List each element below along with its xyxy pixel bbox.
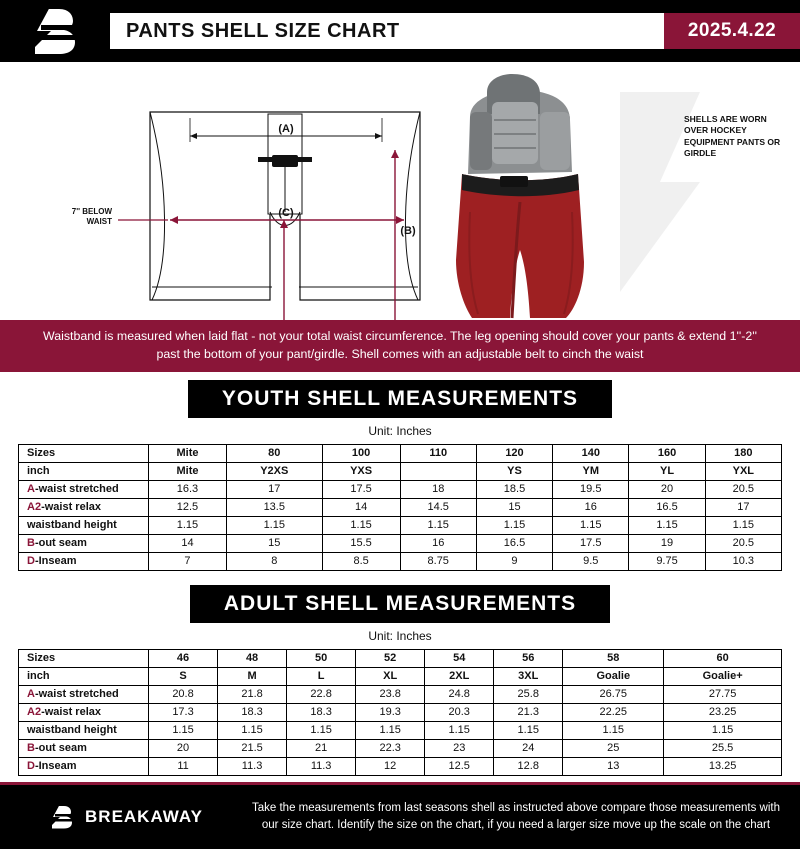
table-row — [19, 480, 782, 498]
table-cell: 1.15 — [356, 721, 425, 739]
table-cell: 14 — [322, 498, 400, 516]
table-cell: 8.75 — [400, 552, 476, 570]
youth-table-wrap — [0, 444, 800, 577]
table-cell: 17 — [226, 480, 322, 498]
table-row — [19, 685, 782, 703]
measurement-key: A2 — [27, 501, 42, 514]
table-cell: 25 — [563, 739, 664, 757]
adult-unit-row — [0, 625, 800, 649]
table-row — [19, 739, 782, 757]
table-cell: 16.5 — [476, 534, 552, 552]
table-cell: 12.5 — [149, 498, 227, 516]
table-cell: 1.15 — [226, 516, 322, 534]
table-cell: 14.5 — [400, 498, 476, 516]
table-cell: 1.15 — [664, 721, 782, 739]
table-row — [19, 667, 782, 685]
table-cell: 7 — [149, 552, 227, 570]
table-cell: 18.3 — [287, 703, 356, 721]
table-cell: 2XL — [425, 667, 494, 685]
table-cell: 16 — [400, 534, 476, 552]
measurement-key: B — [27, 742, 35, 755]
row-label: waistband height — [19, 516, 149, 534]
table-cell: YXL — [705, 462, 781, 480]
svg-text:(A): (A) — [278, 123, 294, 135]
pants-technical-drawing — [0, 62, 800, 320]
row-label: A2-waist relax — [19, 703, 149, 721]
measurement-key: B — [27, 537, 35, 550]
table-cell: 21.3 — [494, 703, 563, 721]
table-cell: 1.15 — [149, 516, 227, 534]
table-cell: XL — [356, 667, 425, 685]
table-cell: 80 — [226, 444, 322, 462]
breakaway-b-logo-icon — [47, 802, 77, 832]
row-label: A-waist stretched — [19, 480, 149, 498]
table-cell: 1.15 — [425, 721, 494, 739]
table-cell: 46 — [149, 649, 218, 667]
footer-instruction: Take the measurements from last seasons shell as instructed above compare those measurements with our size chart. Identify the size on the chart, if you need a larger size move up the scale on the chart — [252, 802, 780, 831]
table-cell: 19.5 — [553, 480, 629, 498]
table-row — [19, 649, 782, 667]
title-container — [110, 13, 664, 49]
table-cell: 15 — [476, 498, 552, 516]
row-label: Sizes — [19, 649, 149, 667]
table-cell: 25.8 — [494, 685, 563, 703]
svg-text:(B): (B) — [400, 225, 416, 237]
table-cell: 100 — [322, 444, 400, 462]
table-cell: 120 — [476, 444, 552, 462]
table-cell: 1.15 — [287, 721, 356, 739]
table-cell: 24.8 — [425, 685, 494, 703]
table-cell: 1.15 — [494, 721, 563, 739]
table-cell: M — [218, 667, 287, 685]
table-cell: 20.3 — [425, 703, 494, 721]
table-cell: 60 — [664, 649, 782, 667]
table-cell: 15.5 — [322, 534, 400, 552]
table-cell: Y2XS — [226, 462, 322, 480]
table-cell: YM — [553, 462, 629, 480]
measurement-instruction: Waistband is measured when laid flat - not your total waist circumference. The leg opening should cover your pants & extend 1''-2'' past the bottom of your pant/girdle. Shell comes with an adjustable belt to cinch the waist — [0, 320, 800, 372]
table-cell: L — [287, 667, 356, 685]
table-cell: 23.25 — [664, 703, 782, 721]
table-cell: 11.3 — [287, 757, 356, 775]
table-cell: YL — [629, 462, 705, 480]
table-cell: 12 — [356, 757, 425, 775]
header — [0, 0, 800, 62]
footer-brand — [0, 802, 250, 832]
table-row — [19, 444, 782, 462]
youth-size-table — [18, 444, 782, 571]
table-cell: 22.3 — [356, 739, 425, 757]
table-cell: 20 — [629, 480, 705, 498]
footer-brand-name: BREAKAWAY — [85, 806, 203, 826]
table-cell: 20 — [149, 739, 218, 757]
table-cell: 13.25 — [664, 757, 782, 775]
table-cell: 12.5 — [425, 757, 494, 775]
table-cell — [400, 462, 476, 480]
adult-unit-label: Unit: Inches — [0, 625, 800, 649]
table-cell: 26.75 — [563, 685, 664, 703]
adult-section-title: ADULT SHELL MEASUREMENTS — [190, 585, 610, 623]
row-label: D-Inseam — [19, 552, 149, 570]
table-cell: 160 — [629, 444, 705, 462]
adult-table-wrap — [0, 649, 800, 782]
table-cell: 1.15 — [629, 516, 705, 534]
table-cell: 15 — [226, 534, 322, 552]
table-cell: YXS — [322, 462, 400, 480]
table-row — [19, 516, 782, 534]
table-cell: 1.15 — [705, 516, 781, 534]
table-cell: 52 — [356, 649, 425, 667]
table-cell: 1.15 — [218, 721, 287, 739]
table-cell: 13.5 — [226, 498, 322, 516]
measurement-key: A — [27, 483, 35, 496]
table-cell: 12.8 — [494, 757, 563, 775]
measurement-key: A2 — [27, 706, 42, 719]
footer — [0, 785, 800, 849]
table-cell: 21 — [287, 739, 356, 757]
table-cell: 16.3 — [149, 480, 227, 498]
table-cell: YS — [476, 462, 552, 480]
table-cell: 110 — [400, 444, 476, 462]
table-row — [19, 757, 782, 775]
table-cell: 1.15 — [322, 516, 400, 534]
table-cell: S — [149, 667, 218, 685]
page-title: PANTS SHELL SIZE CHART — [126, 19, 400, 42]
table-cell: Mite — [149, 462, 227, 480]
measurement-key: D — [27, 555, 35, 568]
table-cell: 14 — [149, 534, 227, 552]
svg-text:(C): (C) — [278, 207, 294, 219]
table-cell: 1.15 — [400, 516, 476, 534]
svg-text:7'' BELOW: 7'' BELOW — [71, 207, 112, 216]
table-cell: 1.15 — [476, 516, 552, 534]
table-cell: 9.5 — [553, 552, 629, 570]
youth-unit-label: Unit: Inches — [0, 420, 800, 444]
table-cell: 10.3 — [705, 552, 781, 570]
table-cell: 48 — [218, 649, 287, 667]
svg-text:WAIST: WAIST — [86, 217, 112, 226]
table-cell: 20.5 — [705, 534, 781, 552]
table-cell: 180 — [705, 444, 781, 462]
table-cell: 3XL — [494, 667, 563, 685]
youth-section-header — [0, 372, 800, 420]
row-label: Sizes — [19, 444, 149, 462]
adult-section-header — [0, 577, 800, 625]
table-cell: 18.3 — [218, 703, 287, 721]
table-cell: Goalie+ — [664, 667, 782, 685]
table-cell: 21.5 — [218, 739, 287, 757]
table-cell: 8.5 — [322, 552, 400, 570]
table-cell: 17.3 — [149, 703, 218, 721]
adult-size-table — [18, 649, 782, 776]
table-cell: 1.15 — [563, 721, 664, 739]
table-cell: 16 — [553, 498, 629, 516]
table-cell: 18.5 — [476, 480, 552, 498]
table-cell: 21.8 — [218, 685, 287, 703]
table-cell: 23.8 — [356, 685, 425, 703]
row-label: A2-waist relax — [19, 498, 149, 516]
table-cell: 58 — [563, 649, 664, 667]
table-cell: 20.5 — [705, 480, 781, 498]
table-cell: 50 — [287, 649, 356, 667]
youth-unit-row — [0, 420, 800, 444]
measurement-key: A — [27, 688, 35, 701]
date-container — [664, 13, 800, 49]
table-row — [19, 703, 782, 721]
table-cell: 11 — [149, 757, 218, 775]
table-cell: 18 — [400, 480, 476, 498]
table-row — [19, 552, 782, 570]
breakaway-b-logo-icon — [0, 0, 110, 62]
table-cell: 17.5 — [322, 480, 400, 498]
row-label: inch — [19, 462, 149, 480]
table-cell: Mite — [149, 444, 227, 462]
table-row — [19, 498, 782, 516]
table-cell: 1.15 — [553, 516, 629, 534]
table-cell: 9 — [476, 552, 552, 570]
row-label: B-out seam — [19, 534, 149, 552]
table-cell: 25.5 — [664, 739, 782, 757]
table-cell: 20.8 — [149, 685, 218, 703]
table-cell: 11.3 — [218, 757, 287, 775]
table-cell: 8 — [226, 552, 322, 570]
table-row — [19, 462, 782, 480]
date-label: 2025.4.22 — [687, 20, 777, 41]
diagram-panel — [0, 62, 800, 320]
table-row — [19, 721, 782, 739]
row-label: inch — [19, 667, 149, 685]
table-cell: 23 — [425, 739, 494, 757]
table-cell: 22.8 — [287, 685, 356, 703]
table-cell: 1.15 — [149, 721, 218, 739]
table-cell: 19.3 — [356, 703, 425, 721]
row-label: A-waist stretched — [19, 685, 149, 703]
table-row — [19, 534, 782, 552]
table-cell: 27.75 — [664, 685, 782, 703]
row-label: D-Inseam — [19, 757, 149, 775]
table-cell: 13 — [563, 757, 664, 775]
table-cell: 17.5 — [553, 534, 629, 552]
table-cell: 54 — [425, 649, 494, 667]
youth-section-title: YOUTH SHELL MEASUREMENTS — [188, 380, 612, 418]
shell-usage-note: SHELLS ARE WORN OVER HOCKEY EQUIPMENT PANTS OR GIRDLE — [684, 114, 781, 159]
table-cell: 22.25 — [563, 703, 664, 721]
table-cell: 56 — [494, 649, 563, 667]
table-cell: 17 — [705, 498, 781, 516]
table-cell: 19 — [629, 534, 705, 552]
table-cell: 24 — [494, 739, 563, 757]
measurement-key: D — [27, 760, 35, 773]
table-cell: 9.75 — [629, 552, 705, 570]
table-cell: 140 — [553, 444, 629, 462]
table-cell: Goalie — [563, 667, 664, 685]
row-label: waistband height — [19, 721, 149, 739]
table-cell: 16.5 — [629, 498, 705, 516]
row-label: B-out seam — [19, 739, 149, 757]
